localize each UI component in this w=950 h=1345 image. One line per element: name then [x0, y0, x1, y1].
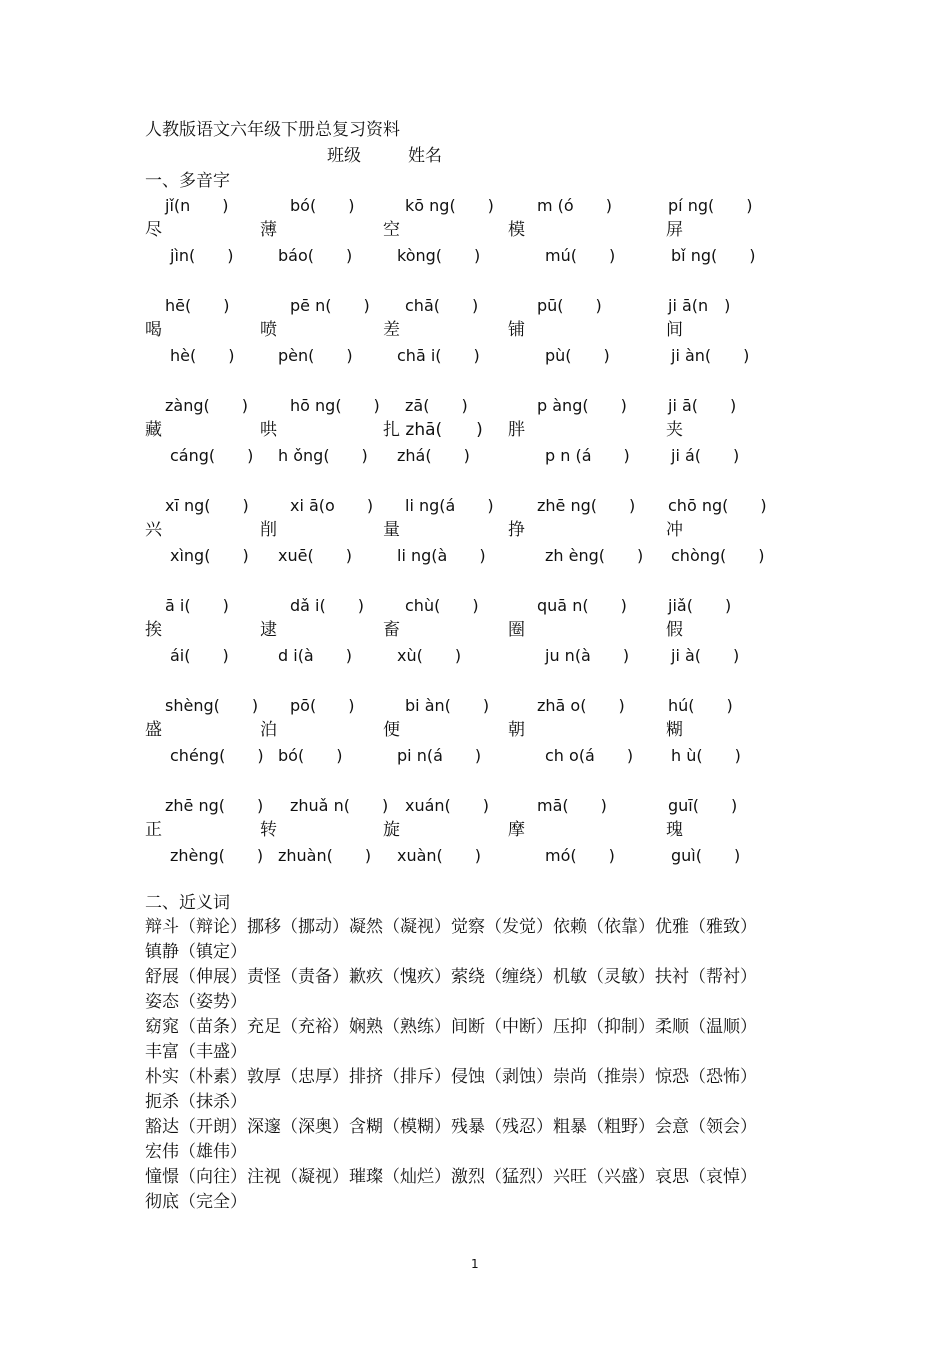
pinyin-top: m (ó ): [537, 196, 612, 215]
pinyin-bottom: báo( ): [278, 246, 353, 265]
pinyin-bottom: kòng( ): [397, 246, 481, 265]
pinyin-top: jǐ(n ): [165, 196, 229, 215]
pinyin-top: p àng( ): [537, 396, 627, 415]
pinyin-bottom: cáng( ): [170, 446, 254, 465]
pinyin-bottom: chòng( ): [671, 546, 765, 565]
pinyin-top: xi ā(o ): [290, 496, 374, 515]
pinyin-bottom: ji à( ): [671, 646, 740, 665]
polyphone-char: 摩: [508, 820, 525, 840]
polyphone-char: 圈: [508, 620, 525, 640]
section-polyphones-heading: 一、多音字: [145, 171, 230, 191]
synonym-line: 镇静（镇定）: [145, 942, 247, 962]
pinyin-bottom: ji àn( ): [671, 346, 750, 365]
pinyin-top: zhā o( ): [537, 696, 625, 715]
polyphone-char: 逮: [260, 620, 277, 640]
pinyin-bottom: zhèng( ): [170, 846, 264, 865]
pinyin-bottom: zh èng( ): [545, 546, 644, 565]
page-number: 1: [471, 1257, 479, 1271]
polyphone-char: 薄: [260, 220, 277, 240]
polyphone-char: 冲: [666, 520, 683, 540]
polyphone-char: 转: [260, 820, 277, 840]
pinyin-bottom: xuàn( ): [397, 846, 482, 865]
polyphone-char: 胖: [508, 420, 525, 440]
polyphone-char: 差: [383, 320, 400, 340]
synonym-line: 朴实（朴素）敦厚（忠厚）排挤（排斥）侵蚀（剥蚀）崇尚（推崇）惊恐（恐怖）: [145, 1067, 757, 1087]
polyphone-char: 旋: [383, 820, 400, 840]
polyphone-char: 喷: [260, 320, 277, 340]
polyphone-char: 瑰: [666, 820, 683, 840]
pinyin-bottom: ji á( ): [671, 446, 740, 465]
polyphone-char: 扎 zhā( ): [383, 420, 483, 440]
pinyin-bottom: hè( ): [170, 346, 235, 365]
synonym-line: 丰富（丰盛）: [145, 1042, 247, 1062]
pinyin-top: bó( ): [290, 196, 355, 215]
section-synonyms-heading: 二、近义词: [145, 893, 230, 913]
pinyin-bottom: bǐ ng( ): [671, 246, 756, 265]
polyphone-char: 铺: [508, 320, 525, 340]
pinyin-bottom: chā i( ): [397, 346, 480, 365]
pinyin-top: chō ng( ): [668, 496, 767, 515]
pinyin-bottom: h ù( ): [671, 746, 741, 765]
pinyin-top: ā i( ): [165, 596, 229, 615]
pinyin-top: chā( ): [405, 296, 479, 315]
pinyin-top: zhē ng( ): [165, 796, 264, 815]
synonym-line: 彻底（完全）: [145, 1192, 247, 1212]
polyphone-char: 喝: [145, 320, 162, 340]
polyphone-char: 削: [260, 520, 277, 540]
polyphone-char: 挨: [145, 620, 162, 640]
polyphone-char: 模: [508, 220, 525, 240]
pinyin-bottom: li ng(à ): [397, 546, 486, 565]
pinyin-bottom: ái( ): [170, 646, 229, 665]
polyphone-char: 挣: [508, 520, 525, 540]
pinyin-top: zhē ng( ): [537, 496, 636, 515]
pinyin-bottom: chéng( ): [170, 746, 264, 765]
polyphone-char: 藏: [145, 420, 162, 440]
pinyin-top: guī( ): [668, 796, 738, 815]
pinyin-bottom: p n (á ): [545, 446, 630, 465]
doc-title: 人教版语文六年级下册总复习资料: [145, 120, 400, 140]
polyphone-char: 盛: [145, 720, 162, 740]
pinyin-bottom: pèn( ): [278, 346, 353, 365]
synonym-line: 豁达（开朗）深邃（深奥）含糊（模糊）残暴（残忍）粗暴（粗野）会意（领会）: [145, 1117, 757, 1137]
pinyin-top: mā( ): [537, 796, 607, 815]
pinyin-top: shèng( ): [165, 696, 259, 715]
synonym-line: 扼杀（抹杀）: [145, 1092, 247, 1112]
pinyin-top: li ng(á ): [405, 496, 494, 515]
pinyin-bottom: zhá( ): [397, 446, 470, 465]
pinyin-bottom: xìng( ): [170, 546, 249, 565]
pinyin-top: quā n( ): [537, 596, 627, 615]
pinyin-top: chù( ): [405, 596, 479, 615]
polyphone-char: 夹: [666, 420, 683, 440]
polyphone-char: 泊: [260, 720, 277, 740]
synonym-line: 窈窕（苗条）充足（充裕）娴熟（熟练）间断（中断）压抑（抑制）柔顺（温顺）: [145, 1017, 757, 1037]
pinyin-top: pē n( ): [290, 296, 370, 315]
pinyin-top: hú( ): [668, 696, 733, 715]
polyphone-char: 尽: [145, 220, 162, 240]
polyphone-char: 屏: [666, 220, 683, 240]
pinyin-top: dǎ i( ): [290, 596, 364, 615]
polyphone-char: 空: [383, 220, 400, 240]
pinyin-top: pū( ): [537, 296, 602, 315]
pinyin-top: jiǎ( ): [668, 596, 732, 615]
pinyin-bottom: h ǒng( ): [278, 446, 368, 465]
pinyin-bottom: mó( ): [545, 846, 615, 865]
pinyin-bottom: guì( ): [671, 846, 741, 865]
synonym-line: 宏伟（雄伟）: [145, 1142, 247, 1162]
pinyin-bottom: zhuàn( ): [278, 846, 372, 865]
pinyin-bottom: bó( ): [278, 746, 343, 765]
polyphone-char: 正: [145, 820, 162, 840]
pinyin-top: ji ā( ): [668, 396, 737, 415]
pinyin-top: zhuǎ n( ): [290, 796, 389, 815]
polyphone-char: 量: [383, 520, 400, 540]
pinyin-top: hē( ): [165, 296, 230, 315]
pinyin-top: pō( ): [290, 696, 355, 715]
synonym-line: 辩斗（辩论）挪移（挪动）凝然（凝视）觉察（发觉）依赖（依靠）优雅（雅致）: [145, 917, 757, 937]
polyphone-char: 朝: [508, 720, 525, 740]
polyphone-char: 畜: [383, 620, 400, 640]
pinyin-top: ji ā(n ): [668, 296, 731, 315]
pinyin-bottom: mú( ): [545, 246, 616, 265]
synonym-line: 姿态（姿势）: [145, 992, 247, 1012]
polyphone-char: 糊: [666, 720, 683, 740]
pinyin-bottom: xù( ): [397, 646, 462, 665]
pinyin-top: bi àn( ): [405, 696, 490, 715]
pinyin-top: hō ng( ): [290, 396, 380, 415]
pinyin-bottom: jìn( ): [170, 246, 234, 265]
pinyin-bottom: pi n(á ): [397, 746, 482, 765]
class-label: 班级: [327, 146, 361, 166]
pinyin-top: xī ng( ): [165, 496, 249, 515]
pinyin-bottom: xuē( ): [278, 546, 352, 565]
polyphone-char: 间: [666, 320, 683, 340]
polyphone-char: 便: [383, 720, 400, 740]
pinyin-bottom: ch o(á ): [545, 746, 634, 765]
name-label: 姓名: [408, 146, 442, 166]
pinyin-bottom: ju n(à ): [545, 646, 630, 665]
pinyin-bottom: d i(à ): [278, 646, 352, 665]
pinyin-top: zā( ): [405, 396, 468, 415]
synonym-line: 憧憬（向往）注视（凝视）璀璨（灿烂）激烈（猛烈）兴旺（兴盛）哀思（哀悼）: [145, 1167, 757, 1187]
synonym-line: 舒展（伸展）责怪（责备）歉疚（愧疚）萦绕（缠绕）机敏（灵敏）扶衬（帮衬）: [145, 967, 757, 987]
pinyin-top: zàng( ): [165, 396, 248, 415]
polyphone-char: 假: [666, 620, 683, 640]
polyphone-char: 哄: [260, 420, 277, 440]
pinyin-top: kō ng( ): [405, 196, 494, 215]
pinyin-top: pí ng( ): [668, 196, 753, 215]
pinyin-bottom: pù( ): [545, 346, 610, 365]
polyphone-char: 兴: [145, 520, 162, 540]
pinyin-top: xuán( ): [405, 796, 490, 815]
